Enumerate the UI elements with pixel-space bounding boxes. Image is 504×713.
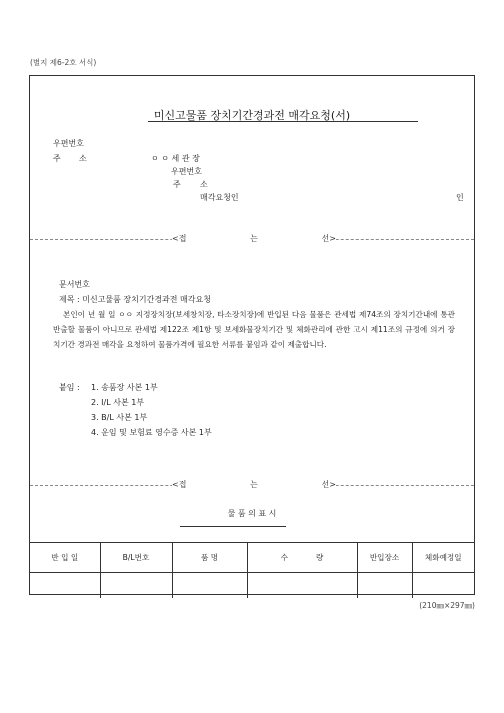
table-cell[interactable]	[30, 573, 100, 599]
attachment-item: 2. I/L 사본 1부	[91, 398, 145, 407]
goods-heading: 물 품 의 표 시	[227, 509, 277, 518]
goods-heading-underline	[180, 526, 286, 527]
goods-table	[30, 542, 474, 598]
attachments-label: 붙임 :	[59, 383, 80, 392]
customs-office-head: ㅇ ㅇ 세 관 장	[151, 154, 200, 163]
table-cell[interactable]	[100, 573, 172, 599]
fold-text-middle: 는	[250, 234, 258, 243]
table-header-row	[30, 543, 474, 573]
table-cell[interactable]	[247, 573, 302, 599]
fold-text-end: 선>	[321, 234, 336, 243]
table-row	[30, 573, 474, 599]
fold-text-start: <접	[172, 480, 187, 489]
header-quantity-right: 량	[302, 543, 357, 573]
fold-text-middle: 는	[250, 480, 258, 489]
address-label-right: 소	[79, 154, 87, 163]
address-label-left: 주	[53, 154, 61, 163]
document-subject: 제목 : 미신고물품 장치기간경과전 매각요청	[59, 295, 211, 304]
table-cell[interactable]	[172, 573, 247, 599]
form-frame	[29, 75, 475, 595]
sub-postal-code-label: 우편번호	[171, 167, 202, 176]
table-cell[interactable]	[302, 573, 357, 599]
title-underline	[148, 121, 418, 122]
sub-address-label-left: 주	[173, 180, 181, 189]
fold-text-start: <접	[172, 234, 187, 243]
table-cell[interactable]	[412, 573, 474, 599]
postal-code-label: 우편번호	[53, 139, 84, 148]
attachment-item: 1. 송품장 사본 1부	[91, 383, 158, 392]
table-cell[interactable]	[357, 573, 412, 599]
requester-label: 매각요청인	[200, 193, 239, 202]
header-expected-date: 체화예정일	[412, 543, 474, 573]
document-number-label: 문서번호	[59, 280, 90, 289]
header-bl-number: B/L번호	[100, 543, 172, 573]
seal-mark: 인	[456, 193, 464, 202]
sub-address-label-right: 소	[200, 180, 208, 189]
header-item-name: 품 명	[172, 543, 247, 573]
attachment-item: 4. 운임 및 보험료 영수증 사본 1부	[91, 428, 212, 437]
paper-size-note: (210㎜×297㎜)	[419, 601, 475, 610]
fold-line-label	[172, 479, 336, 491]
fold-text-end: 선>	[321, 480, 336, 489]
form-number-label: (별지 제6-2호 서식)	[30, 58, 97, 67]
document-body: 본인이 년 월 일 ㅇㅇ 지정장치장(보세창치장, 타소장치장)에 반입된 다음 물품은 관세법 제74조의 장치기간내에 통관반출할 물품이 아니므로 관세법 제122조 제1항 및 보세화물장치기간 및 체화관리에 관한 고시 제11조의 규정에 의거 장치기간 경과전 매각을 요청하여 물품가격에 필요한 서류를 붙임과 같이 제출합니다.	[53, 310, 455, 349]
fold-line-label	[172, 233, 336, 245]
header-arrival-date: 반 입 일	[30, 543, 100, 573]
attachment-item: 3. B/L 사본 1부	[91, 413, 148, 422]
header-quantity-left: 수	[247, 543, 302, 573]
header-storage-place: 반입장소	[357, 543, 412, 573]
form-title: 미신고물품 장치기간경과전 매각요청(서)	[153, 109, 351, 122]
